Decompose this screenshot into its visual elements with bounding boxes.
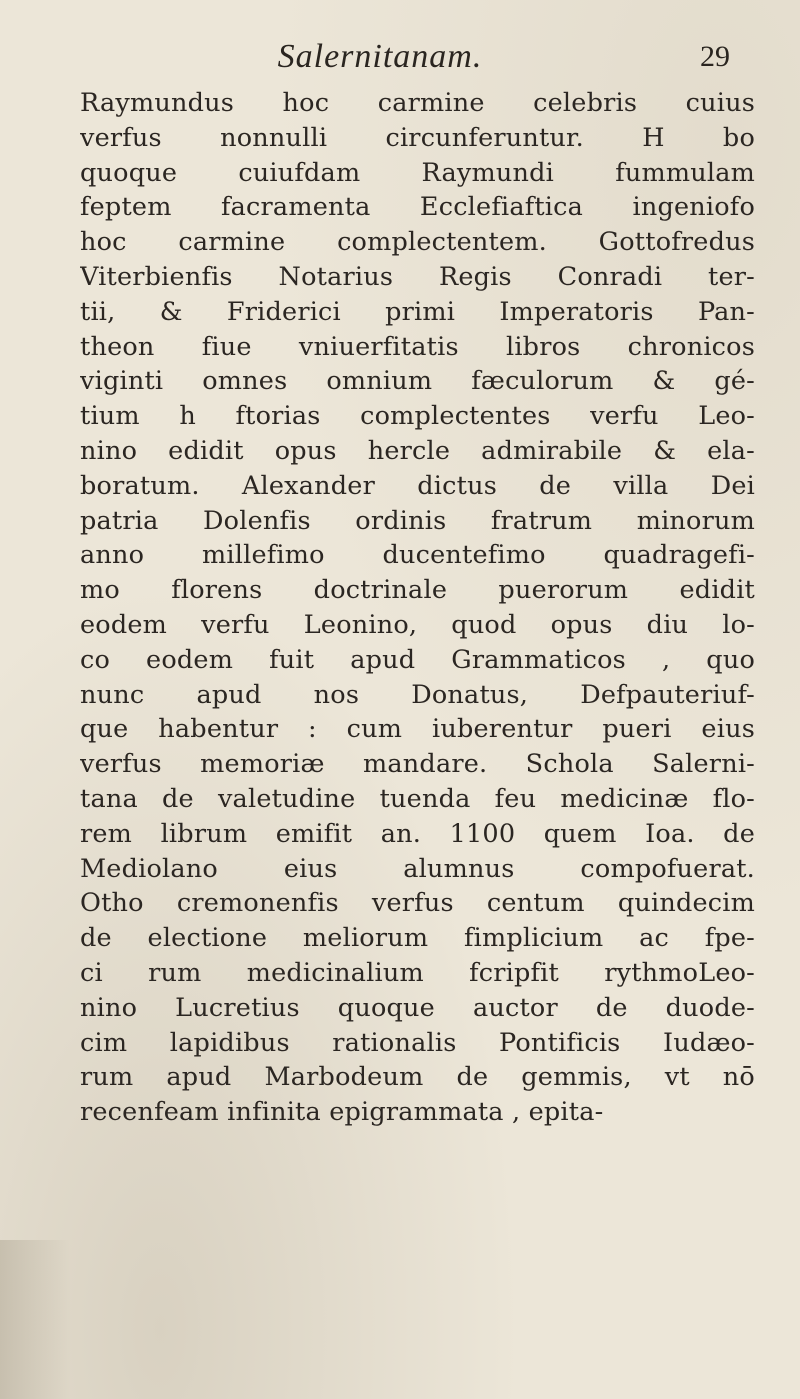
text-line: hoc carmine complectentem. Gottofredus [80, 227, 755, 258]
text-line: tium h ftorias complectentes verfu Leo- [80, 401, 755, 432]
text-line: cim lapidibus rationalis Pontificis Iudæo- [80, 1027, 755, 1058]
paper-stain [0, 1240, 70, 1399]
text-line: rem librum emifit an. 1100 quem Ioa. de [80, 818, 755, 849]
text-line: de electione meliorum fimplicium ac fpe- [80, 923, 755, 954]
text-line: Mediolano eius alumnus compofuerat. [80, 853, 755, 884]
text-line: ci rum medicinalium fcripfit rythmoLeo- [80, 957, 755, 988]
text-line: boratum. Alexander dictus de villa Dei [80, 470, 755, 501]
text-line: eodem verfu Leonino, quod opus diu lo- [80, 609, 755, 640]
text-line: nino edidit opus hercle admirabile & ela- [80, 435, 755, 466]
text-line: nino Lucretius quoque auctor de duode- [80, 992, 755, 1023]
running-head: Salernitanam. [277, 38, 483, 75]
body-text [80, 86, 755, 1130]
page-header [0, 38, 800, 88]
text-line: nunc apud nos Donatus, Defpauteriuf- [80, 679, 755, 710]
text-line: viginti omnes omnium fæculorum & gé- [80, 366, 755, 397]
page-number: 29 [700, 40, 730, 73]
text-line: quoque cuiufdam Raymundi fummulam [80, 157, 755, 188]
text-line: mo florens doctrinale puerorum edidit [80, 575, 755, 606]
text-line: tana de valetudine tuenda feu medicinæ flo- [80, 783, 755, 814]
text-line: anno millefimo ducentefimo quadragefi- [80, 540, 755, 571]
text-line: tii, & Friderici primi Imperatoris Pan- [80, 296, 755, 327]
text-line: rum apud Marbodeum de gemmis, vt nō [80, 1062, 755, 1093]
text-line: patria Dolenfis ordinis fratrum minorum [80, 505, 755, 536]
text-line: co eodem fuit apud Grammaticos , quo [80, 644, 755, 675]
text-line: theon fiue vniuerfitatis libros chronicos [80, 331, 755, 362]
text-line: verfus memoriæ mandare. Schola Salerni- [80, 749, 755, 780]
text-line: recenfeam infinita epigrammata , epita- [80, 1097, 604, 1128]
text-line: Raymundus hoc carmine celebris cuius [80, 88, 755, 118]
text-line: Otho cremonenfis verfus centum quindecim [80, 888, 755, 919]
text-line: Viterbienfis Notarius Regis Conradi ter- [80, 261, 755, 292]
text-line: que habentur : cum iuberentur pueri eius [80, 714, 755, 745]
text-line: verfus nonnulli circunferuntur. H bo [80, 122, 755, 153]
text-line: feptem facramenta Ecclefiaftica ingeniofo [80, 192, 755, 223]
